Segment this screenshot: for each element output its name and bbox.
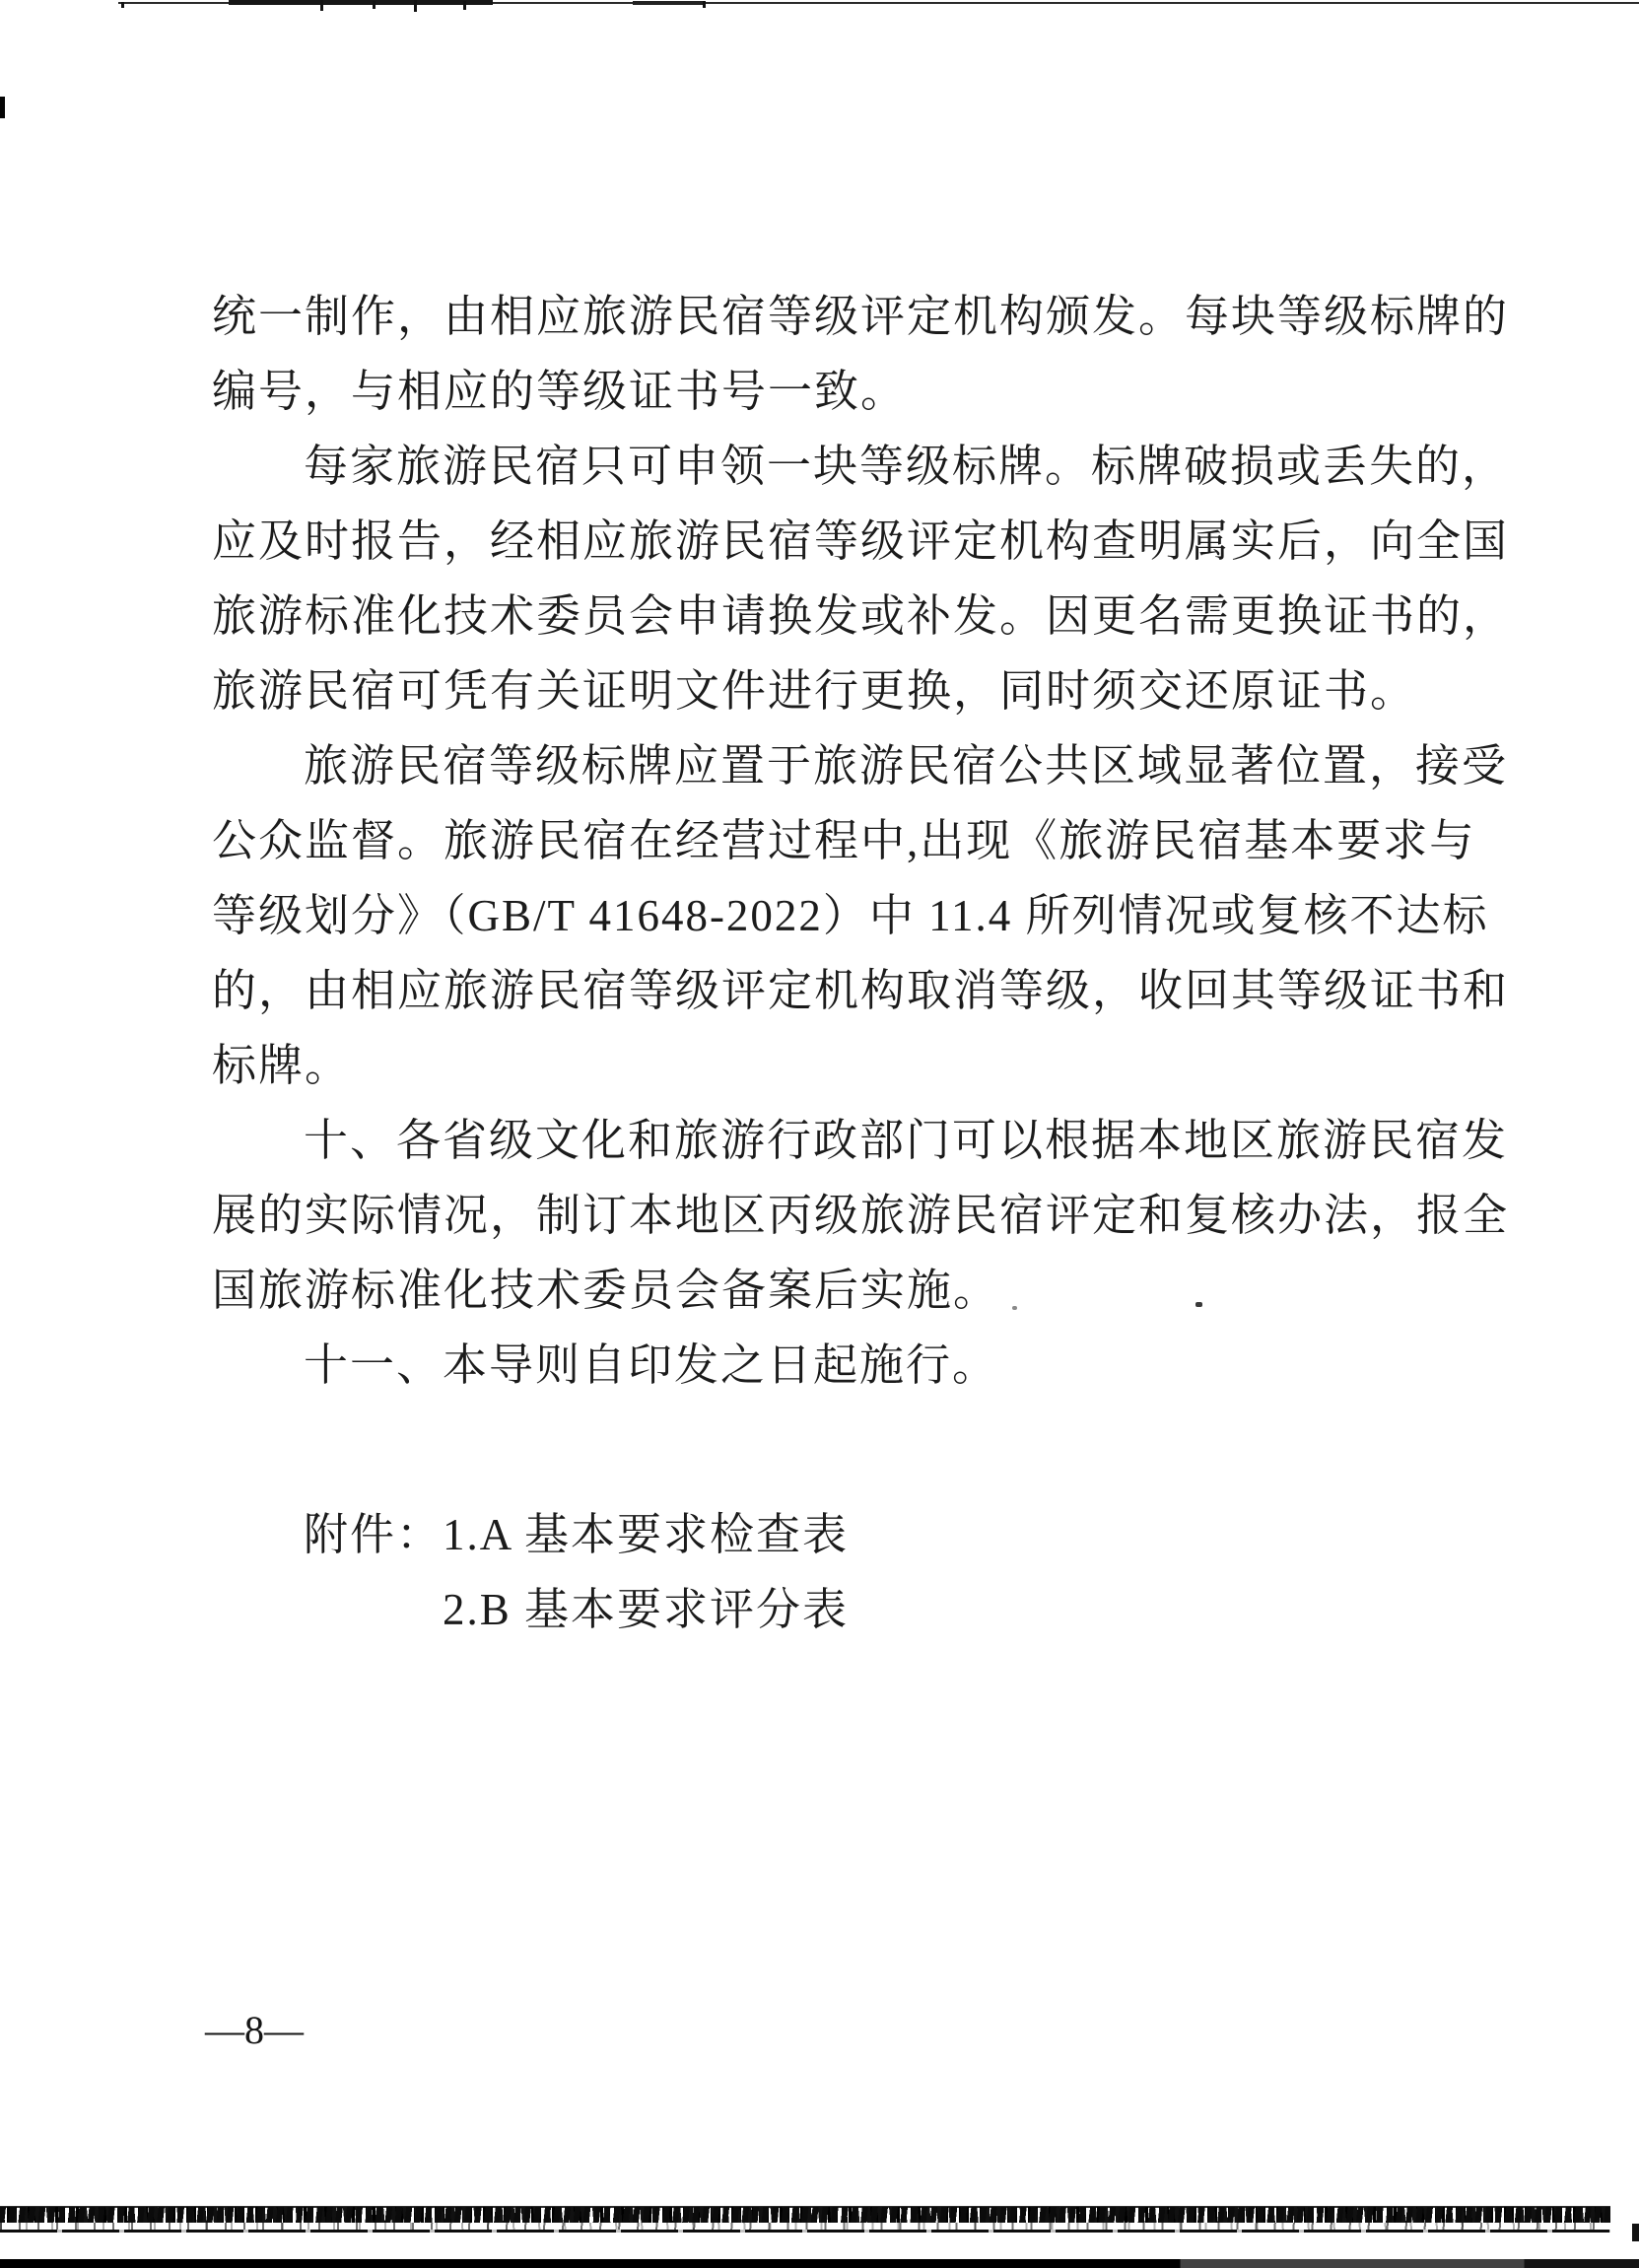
scan-artifact-bottom-band (0, 2206, 1610, 2235)
attachment-row (304, 1572, 849, 1647)
scan-artifact-bottom-bar (0, 2259, 1639, 2268)
body-line: 公众监督。旅游民宿在经营过程中,出现《旅游民宿基本要求与 (212, 816, 1476, 865)
body-line: 编号，与相应的等级证书号一致。 (212, 367, 908, 416)
attachment-row (304, 1497, 849, 1572)
body-line: 旅游民宿等级标牌应置于旅游民宿公共区域显著位置，接受 (304, 741, 1509, 790)
scan-artifact-band-bottom-line (0, 2230, 1610, 2233)
scan-artifact-left-edge-mark (0, 97, 5, 118)
attachments-block (304, 1497, 849, 1647)
body-line: 展的实际情况，制订本地区丙级旅游民宿评定和复核办法，报全 (212, 1191, 1510, 1240)
scan-artifact-speck (1012, 1306, 1017, 1310)
scan-artifact-tick (320, 0, 323, 11)
scan-artifact-tick (373, 1, 376, 9)
body-line: 标牌。 (212, 1041, 352, 1090)
document-body (212, 279, 1523, 1403)
body-line: 十一、本导则自印发之日起施行。 (304, 1340, 999, 1390)
scan-artifact-speck (1195, 1302, 1202, 1307)
body-line: 国旅游标准化技术委员会备案后实施。 (212, 1266, 1000, 1315)
scan-artifact-tick (703, 1, 706, 8)
scan-artifact-top-thick-line (633, 1, 704, 5)
scan-artifact-band-noise (0, 2207, 1610, 2223)
scan-artifact-tick (121, 2, 124, 8)
body-line: 每家旅游民宿只可申领一块等级标牌。标牌破损或丢失的， (304, 442, 1509, 491)
attachments-label: 附件： (304, 1510, 444, 1559)
body-line: 旅游民宿可凭有关证明文件进行更换，同时须交还原证书。 (212, 666, 1417, 716)
body-line: 旅游标准化技术委员会申请换发或补发。因更名需更换证书的， (212, 591, 1510, 641)
scan-artifact-top-thick-line (229, 0, 493, 5)
page-number: —8— (205, 2008, 304, 2052)
scan-artifact-band-noise (0, 2223, 1610, 2230)
scan-artifact-tick (414, 0, 417, 12)
body-line: 应及时报告，经相应旅游民宿等级评定机构查明属实后，向全国 (212, 516, 1510, 566)
body-line: 十、各省级文化和旅游行政部门可以根据本地区旅游民宿发 (304, 1116, 1509, 1165)
body-line: 等级划分》（GB/T 41648-2022）中 11.4 所列情况或复核不达标 (212, 891, 1489, 940)
body-line: 统一制作，由相应旅游民宿等级评定机构颁发。每块等级标牌的 (212, 292, 1510, 341)
attachment-item: 1.A 基本要求检查表 (443, 1510, 850, 1559)
scan-artifact-tick (463, 1, 466, 10)
body-line: 的，由相应旅游民宿等级评定机构取消等级，收回其等级证书和 (212, 966, 1510, 1015)
scan-artifact-right-edge-mark (1632, 2224, 1639, 2241)
attachment-item: 2.B 基本要求评分表 (443, 1585, 850, 1634)
